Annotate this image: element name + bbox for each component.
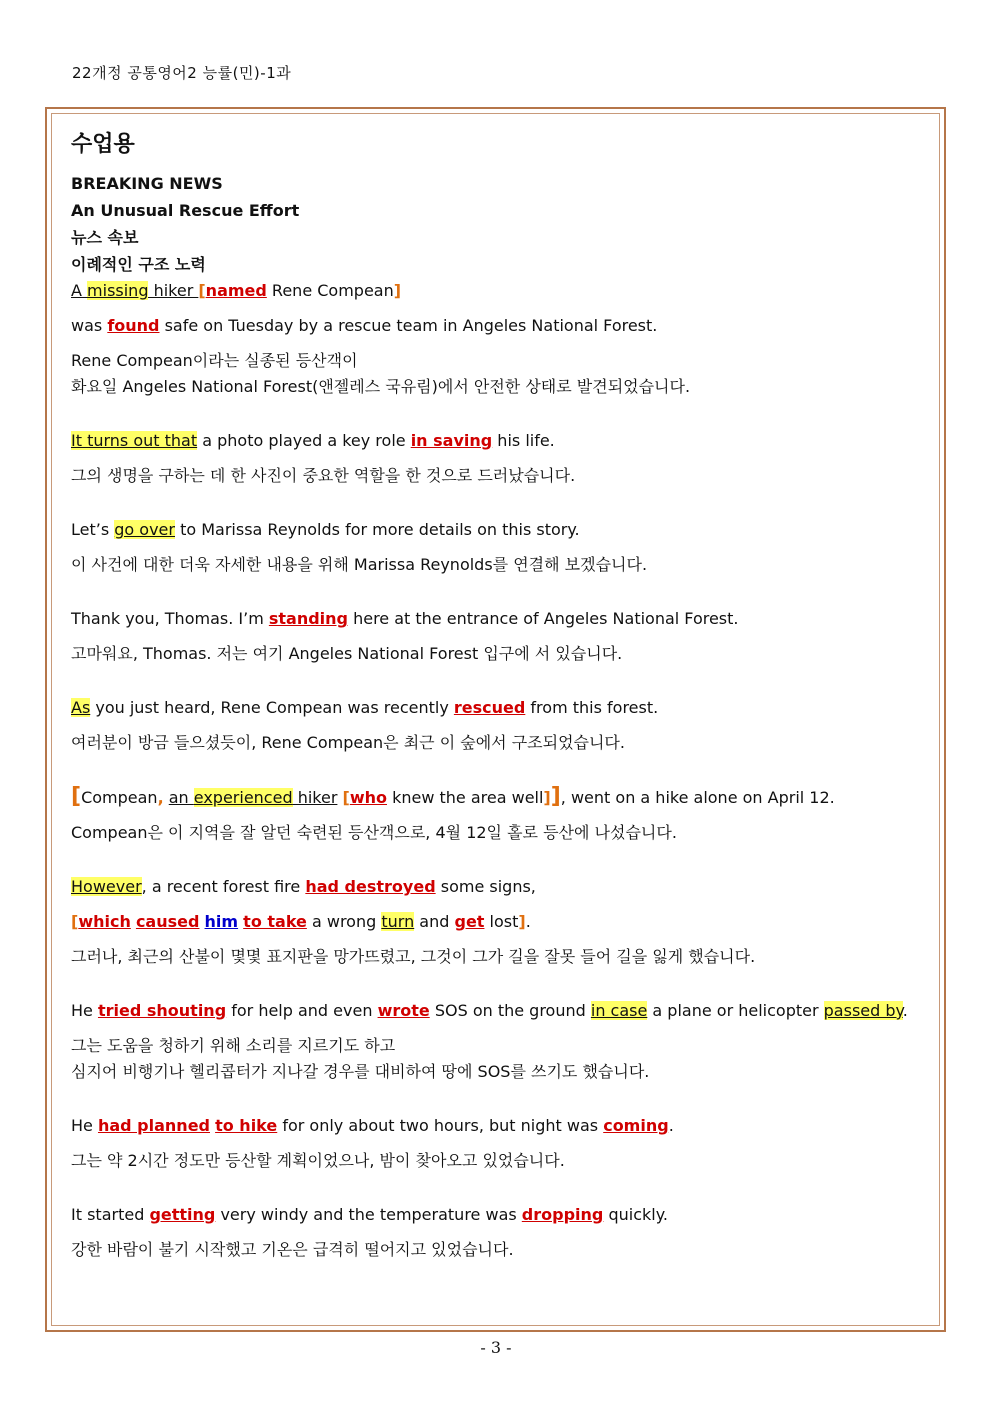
- highlight: in case: [590, 1001, 648, 1020]
- highlight: experienced: [193, 788, 293, 807]
- grammar-point: wrote: [377, 1001, 430, 1020]
- translation-11: 그는 약 2시간 정도만 등산할 계획이었으나, 밤이 찾아오고 있었습니다.: [71, 1151, 565, 1170]
- text: lost: [484, 912, 519, 931]
- page-title: 수업용: [71, 132, 135, 157]
- text: .: [902, 1001, 908, 1020]
- bracket: ]: [393, 281, 402, 300]
- text: A: [71, 281, 88, 300]
- bracket: ]: [543, 788, 551, 807]
- text: It started: [71, 1205, 150, 1224]
- text: Thank you, Thomas. I’m: [71, 609, 269, 628]
- page-number: - 3 -: [480, 1338, 512, 1357]
- grammar-point: caused: [135, 912, 200, 931]
- lesson-content: [71, 123, 921, 1263]
- sentence-12: [71, 1202, 921, 1228]
- text: knew the area well: [386, 788, 544, 807]
- text: some signs,: [435, 877, 536, 896]
- grammar-point: to hike: [215, 1116, 278, 1135]
- text: for only about two hours, but night was: [277, 1116, 604, 1135]
- text: Rene Compean: [266, 281, 394, 300]
- text: to Marissa Reynolds for more details on this story.: [174, 520, 580, 539]
- grammar-point: found: [107, 316, 160, 335]
- translation-6: 여러분이 방금 들으셨듯이, Rene Compean은 최근 이 숲에서 구조되었습니다.: [71, 733, 625, 752]
- text: hiker: [292, 788, 338, 807]
- text: an: [168, 788, 194, 807]
- sentence-3: [71, 428, 921, 454]
- translation-5: 고마워요, Thomas. 저는 여기 Angeles National Forest 입구에 서 있습니다.: [71, 644, 623, 663]
- grammar-point: dropping: [521, 1205, 604, 1224]
- text: .: [668, 1116, 674, 1135]
- sentence-5: [71, 606, 921, 632]
- highlight: However: [71, 877, 142, 896]
- sentence-11: [71, 1113, 921, 1139]
- highlight: It turns out that: [71, 431, 198, 450]
- text: for help and even: [226, 1001, 378, 1020]
- text: a plane or helicopter: [647, 1001, 824, 1020]
- grammar-point: standing: [268, 609, 348, 628]
- sentence-7: [71, 784, 921, 811]
- grammar-point: who: [349, 788, 387, 807]
- sentence-8: [71, 874, 921, 900]
- highlight: passed by: [823, 1001, 903, 1020]
- grammar-point: in saving: [410, 431, 493, 450]
- sentence-2: [71, 313, 921, 339]
- translation-3: 그의 생명을 구하는 데 한 사진이 중요한 역할을 한 것으로 드러났습니다.: [71, 466, 576, 485]
- text: He: [71, 1116, 98, 1135]
- grammar-point: which: [78, 912, 131, 931]
- translation-12: 강한 바람이 불기 시작했고 기온은 급격히 떨어지고 있었습니다.: [71, 1240, 514, 1259]
- grammar-point: getting: [149, 1205, 216, 1224]
- text: safe on Tuesday by a rescue team in Angeles National Forest.: [159, 316, 658, 335]
- translation-9: 그러나, 최근의 산불이 몇몇 표지판을 망가뜨렸고, 그것이 그가 길을 잘못 들어 길을 잃게 했습니다.: [71, 947, 756, 966]
- comma-mark: ,: [157, 788, 164, 807]
- bracket: [: [71, 784, 82, 809]
- grammar-point: named: [205, 281, 267, 300]
- sentence-10: [71, 998, 921, 1024]
- translation-4: 이 사건에 대한 더욱 자세한 내용을 위해 Marissa Reynolds를 연결해 보겠습니다.: [71, 555, 648, 574]
- object-point: him: [204, 912, 239, 931]
- text: SOS on the ground: [429, 1001, 591, 1020]
- sentence-6: [71, 695, 921, 721]
- text: Let’s: [71, 520, 115, 539]
- grammar-point: coming: [603, 1116, 669, 1135]
- translation-10b: 심지어 비행기나 헬리콥터가 지나갈 경우를 대비하여 땅에 SOS를 쓰기도 했습니다.: [71, 1062, 650, 1081]
- grammar-point: rescued: [453, 698, 526, 717]
- subheadline-ko: 이례적인 구조 노력: [71, 255, 206, 274]
- text: his life.: [492, 431, 555, 450]
- highlight: As: [71, 698, 91, 717]
- text: a photo played a key role: [197, 431, 411, 450]
- grammar-point: tried shouting: [97, 1001, 227, 1020]
- text: here at the entrance of Angeles National Forest.: [348, 609, 739, 628]
- bracket: ]: [518, 912, 526, 931]
- headline-en: BREAKING NEWS: [71, 174, 223, 193]
- grammar-point: get: [454, 912, 485, 931]
- bracket: [: [71, 912, 79, 931]
- text: He: [71, 1001, 98, 1020]
- text: was: [71, 316, 108, 335]
- text: .: [525, 912, 531, 931]
- grammar-point: to take: [243, 912, 307, 931]
- text: you just heard, Rene Compean was recently: [90, 698, 454, 717]
- translation-7: Compean은 이 지역을 잘 알던 숙련된 등산객으로, 4월 12일 홀로 등산에 나섰습니다.: [71, 823, 677, 842]
- text: a wrong: [306, 912, 382, 931]
- text: hiker: [148, 281, 199, 300]
- bracket: ]: [550, 784, 561, 809]
- sentence-1: [71, 278, 921, 304]
- highlight: missing: [87, 281, 149, 300]
- translation-1a: Rene Compean이라는 실종된 등산객이: [71, 351, 358, 370]
- text: , a recent forest fire: [141, 877, 306, 896]
- text: quickly.: [603, 1205, 668, 1224]
- highlight: turn: [381, 912, 415, 931]
- bracket: [: [198, 281, 206, 300]
- translation-10a: 그는 도움을 청하기 위해 소리를 지르기도 하고: [71, 1036, 396, 1055]
- text: , went on a hike alone on April 12.: [560, 788, 835, 807]
- bracket: [: [342, 788, 350, 807]
- text: very windy and the temperature was: [215, 1205, 522, 1224]
- sentence-9: [71, 909, 921, 935]
- grammar-point: had destroyed: [305, 877, 436, 896]
- text: from this forest.: [525, 698, 659, 717]
- headline-ko: 뉴스 속보: [71, 228, 139, 247]
- document-header: 22개정 공통영어2 능률(민)-1과: [72, 64, 292, 82]
- highlight: go over: [114, 520, 175, 539]
- text: and: [414, 912, 455, 931]
- text: Compean: [81, 788, 158, 807]
- subheadline-en: An Unusual Rescue Effort: [71, 201, 300, 220]
- grammar-point: had planned: [97, 1116, 210, 1135]
- translation-1b: 화요일 Angeles National Forest(앤젤레스 국유림)에서 안전한 상태로 발견되었습니다.: [71, 377, 691, 396]
- sentence-4: [71, 517, 921, 543]
